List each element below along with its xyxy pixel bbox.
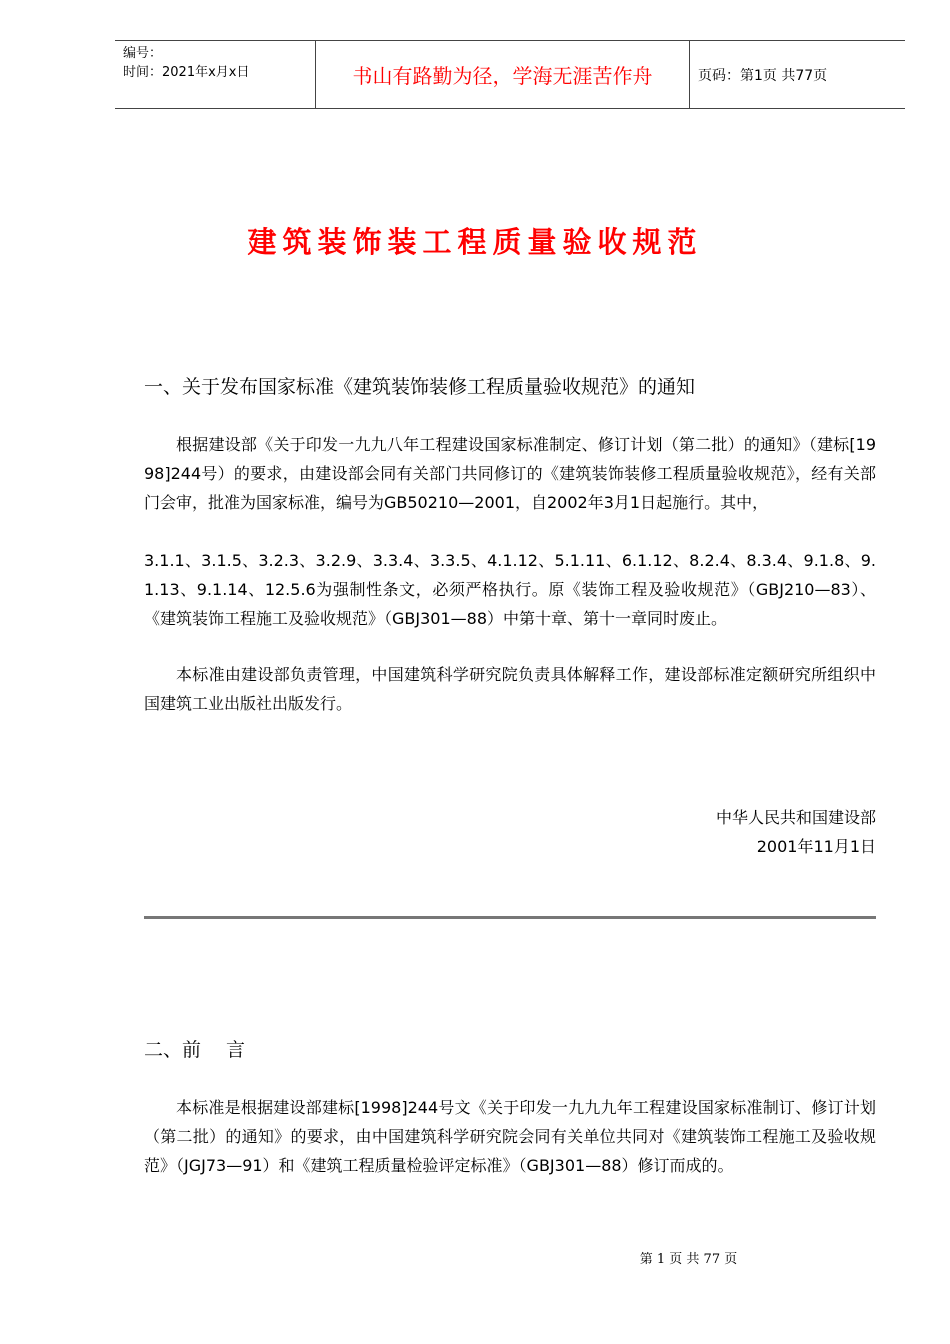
page-footer: 第 1 页 共 77 页 xyxy=(639,1252,738,1267)
header-motto: 书山有路勤为径，学海无涯苦作舟 xyxy=(316,41,690,108)
section-1-paragraph-3: 本标准由建设部负责管理，中国建筑科学研究院负责具体解释工作，建设部标准定额研究所组织中国建筑工业出版社出版发行。 xyxy=(144,665,876,713)
section-2-paragraph-1: 本标准是根据建设部建标[1998]244号文《关于印发一九九九年工程建设国家标准制订、修订计划（第二批）的通知》的要求，由中国建筑科学研究院会同有关单位共同对《建筑装饰工程施工及验收规范》（JGJ73—91）和《建筑工程质量检验评定标准》（GBJ301—88）修订而成的。 xyxy=(144,1098,876,1175)
header-meta-cell xyxy=(115,41,316,108)
page-header xyxy=(115,40,905,109)
document-title: 建筑装饰装工程质量验收规范 xyxy=(247,225,703,259)
section-1-heading: 一、关于发布国家标准《建筑装饰装修工程质量验收规范》的通知 xyxy=(144,376,696,398)
section-2-heading: 二、前 言 xyxy=(144,1039,246,1061)
document-time-label: 时间：2021年x月x日 xyxy=(123,65,250,80)
header-page-info: 页码：第1页 共77页 xyxy=(698,67,828,84)
signature-date: 2001年11月1日 xyxy=(756,837,876,856)
section-1-paragraph-1: 根据建设部《关于印发一九九八年工程建设国家标准制定、修订计划（第二批）的通知》（建标[1998]244号）的要求，由建设部会同有关部门共同修订的《建筑装饰装修工程质量验收规范》，经有关部门会审，批准为国家标准，编号为GB50210—2001，自2002年3月1日起施行。其中， xyxy=(144,435,876,512)
section-1-paragraph-2: 3.1.1、3.1.5、3.2.3、3.2.9、3.3.4、3.3.5、4.1.12、5.1.11、6.1.12、8.2.4、8.3.4、9.1.8、9.1.13、9.1.14、12.5.6为强制性条文，必须严格执行。原《装饰工程及验收规范》（GBJ210—83）、《建筑装饰工程施工及验收规范》（GBJ301—88）中第十章、第十一章同时废止。 xyxy=(144,551,876,628)
signature-organization: 中华人民共和国建设部 xyxy=(715,808,876,827)
document-number-label: 编号： xyxy=(123,46,163,61)
section-divider xyxy=(144,916,876,919)
